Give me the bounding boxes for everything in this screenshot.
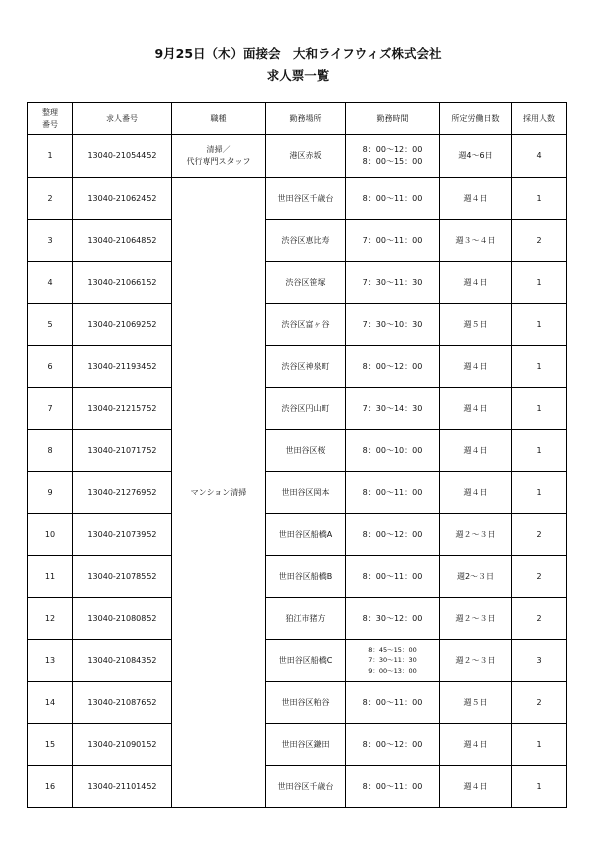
cell-hours — [346, 262, 440, 304]
cell-line: 7：30～14：30 — [362, 403, 423, 413]
cell-line: 9：00～13：00 — [368, 666, 417, 675]
cell-location: 世田谷区船橋B — [266, 556, 346, 598]
cell-job-id: 13040-21101452 — [73, 766, 172, 808]
cell-no: 2 — [28, 178, 73, 220]
cell-job-id: 13040-21215752 — [73, 388, 172, 430]
table-row — [28, 556, 567, 598]
cell-no: 5 — [28, 304, 73, 346]
cell-hours — [346, 598, 440, 640]
cell-hours — [346, 514, 440, 556]
cell-no: 15 — [28, 724, 73, 766]
table-row — [28, 388, 567, 430]
cell-location: 港区赤坂 — [266, 135, 346, 178]
table-row — [28, 766, 567, 808]
cell-no: 7 — [28, 388, 73, 430]
cell-line: 7：00～11：00 — [362, 235, 423, 245]
cell-no: 11 — [28, 556, 73, 598]
cell-job-id: 13040-21071752 — [73, 430, 172, 472]
cell-count: 2 — [512, 598, 567, 640]
cell-line: 8：45～15：00 — [368, 645, 417, 654]
cell-count: 3 — [512, 640, 567, 682]
header-job-type: 職種 — [172, 103, 266, 135]
cell-count: 2 — [512, 682, 567, 724]
table-row — [28, 640, 567, 682]
cell-line: 8：00～12：00 — [362, 361, 423, 371]
job-listing-table — [27, 102, 567, 808]
cell-no: 16 — [28, 766, 73, 808]
cell-location: 渋谷区恵比寿 — [266, 220, 346, 262]
table-row — [28, 178, 567, 220]
cell-line: 8：00～11：00 — [362, 697, 423, 707]
cell-location: 世田谷区桜 — [266, 430, 346, 472]
cell-no: 14 — [28, 682, 73, 724]
header-location: 勤務場所 — [266, 103, 346, 135]
table-row — [28, 220, 567, 262]
cell-hours — [346, 430, 440, 472]
cell-no: 3 — [28, 220, 73, 262]
cell-no: 10 — [28, 514, 73, 556]
cell-line: 8：00～11：00 — [362, 781, 423, 791]
table-row — [28, 724, 567, 766]
cell-days: 週４日 — [440, 178, 512, 220]
cell-line: 8：00～11：00 — [362, 193, 423, 203]
cell-hours — [346, 766, 440, 808]
cell-location: 渋谷区笹塚 — [266, 262, 346, 304]
table-row — [28, 682, 567, 724]
cell-location: 渋谷区神泉町 — [266, 346, 346, 388]
cell-line: 7：30～11：30 — [362, 277, 423, 287]
header-days: 所定労働日数 — [440, 103, 512, 135]
header-hours: 勤務時間 — [346, 103, 440, 135]
table-row — [28, 346, 567, 388]
cell-days: 週４日 — [440, 262, 512, 304]
cell-no: 9 — [28, 472, 73, 514]
cell-count: 1 — [512, 766, 567, 808]
cell-count: 1 — [512, 724, 567, 766]
cell-job-id: 13040-21090152 — [73, 724, 172, 766]
cell-days: 週2～３日 — [440, 556, 512, 598]
cell-hours — [346, 724, 440, 766]
cell-no: 12 — [28, 598, 73, 640]
cell-days: 週４日 — [440, 430, 512, 472]
cell-job-id: 13040-21078552 — [73, 556, 172, 598]
cell-days: 週３～４日 — [440, 220, 512, 262]
cell-no: 4 — [28, 262, 73, 304]
cell-line: 7：30～10：30 — [362, 319, 423, 329]
table-row — [28, 472, 567, 514]
cell-line: 7：30～11：30 — [368, 656, 417, 665]
cell-no: 13 — [28, 640, 73, 682]
table-row — [28, 135, 567, 178]
cell-location: 世田谷区船橋A — [266, 514, 346, 556]
cell-count: 1 — [512, 472, 567, 514]
cell-hours — [346, 682, 440, 724]
cell-days: 週４日 — [440, 346, 512, 388]
cell-job-id: 13040-21062452 — [73, 178, 172, 220]
cell-job-id: 13040-21069252 — [73, 304, 172, 346]
cell-job-id: 13040-21084352 — [73, 640, 172, 682]
cell-location: 渋谷区円山町 — [266, 388, 346, 430]
cell-job-id: 13040-21064852 — [73, 220, 172, 262]
cell-hours — [346, 304, 440, 346]
table-body — [28, 135, 567, 808]
cell-no: 6 — [28, 346, 73, 388]
cell-hours — [346, 640, 440, 682]
cell-no: 8 — [28, 430, 73, 472]
cell-count: 2 — [512, 514, 567, 556]
cell-job-id: 13040-21193452 — [73, 346, 172, 388]
cell-job-id: 13040-21073952 — [73, 514, 172, 556]
cell-count: 4 — [512, 135, 567, 178]
cell-job-id: 13040-21276952 — [73, 472, 172, 514]
cell-job-id: 13040-21066152 — [73, 262, 172, 304]
cell-line: 8：00～12：00 — [362, 529, 423, 539]
cell-days: 週４日 — [440, 388, 512, 430]
cell-days: 週４日 — [440, 766, 512, 808]
cell-job-id: 13040-21087652 — [73, 682, 172, 724]
page-subtitle: 求人票一覧 — [266, 68, 330, 83]
cell-line: 清掃／ — [206, 145, 231, 154]
cell-line: 8：30～12：00 — [362, 613, 423, 623]
table-row — [28, 262, 567, 304]
cell-hours — [346, 472, 440, 514]
cell-location: 世田谷区船橋C — [266, 640, 346, 682]
table-row — [28, 598, 567, 640]
table-row — [28, 304, 567, 346]
cell-days: 週２～３日 — [440, 598, 512, 640]
cell-job-type — [172, 135, 266, 178]
header-count: 採用人数 — [512, 103, 567, 135]
cell-line: 8：00～10：00 — [362, 445, 423, 455]
cell-location: 世田谷区鎌田 — [266, 724, 346, 766]
cell-line: 8：00～11：00 — [362, 571, 423, 581]
cell-job-type-merged: マンション清掃 — [172, 178, 266, 808]
cell-count: 1 — [512, 304, 567, 346]
cell-job-id: 13040-21054452 — [73, 135, 172, 178]
cell-hours — [346, 220, 440, 262]
cell-days: 週５日 — [440, 682, 512, 724]
cell-location: 世田谷区粕谷 — [266, 682, 346, 724]
cell-count: 1 — [512, 430, 567, 472]
cell-hours — [346, 346, 440, 388]
header-job-id: 求人番号 — [73, 103, 172, 135]
cell-count: 1 — [512, 346, 567, 388]
cell-line: 代行専門スタッフ — [186, 157, 251, 166]
cell-location: 世田谷区岡本 — [266, 472, 346, 514]
table-row — [28, 430, 567, 472]
table-row — [28, 514, 567, 556]
cell-days: 週４日 — [440, 472, 512, 514]
cell-count: 1 — [512, 388, 567, 430]
cell-days: 週４日 — [440, 724, 512, 766]
cell-count: 1 — [512, 262, 567, 304]
cell-hours — [346, 178, 440, 220]
cell-job-id: 13040-21080852 — [73, 598, 172, 640]
cell-days: 週５日 — [440, 304, 512, 346]
cell-location: 世田谷区千歳台 — [266, 766, 346, 808]
page-title: 9月25日（木）面接会 大和ライフウィズ株式会社 — [154, 46, 442, 61]
cell-location: 渋谷区富ヶ谷 — [266, 304, 346, 346]
header-no: 整理 番号 — [28, 103, 73, 135]
cell-count: 2 — [512, 220, 567, 262]
table-header-row — [28, 103, 567, 135]
cell-days: 週２～３日 — [440, 514, 512, 556]
cell-hours — [346, 388, 440, 430]
cell-hours — [346, 135, 440, 178]
cell-line: 8：00～12：00 — [362, 145, 423, 154]
cell-location: 世田谷区千歳台 — [266, 178, 346, 220]
cell-hours — [346, 556, 440, 598]
cell-days: 週２～３日 — [440, 640, 512, 682]
cell-count: 1 — [512, 178, 567, 220]
cell-line: 8：00～15：00 — [362, 157, 423, 166]
cell-line: 8：00～11：00 — [362, 487, 423, 497]
cell-count: 2 — [512, 556, 567, 598]
cell-line: 8：00～12：00 — [362, 739, 423, 749]
cell-no: 1 — [28, 135, 73, 178]
cell-location: 狛江市猪方 — [266, 598, 346, 640]
cell-days: 週4～6日 — [440, 135, 512, 178]
